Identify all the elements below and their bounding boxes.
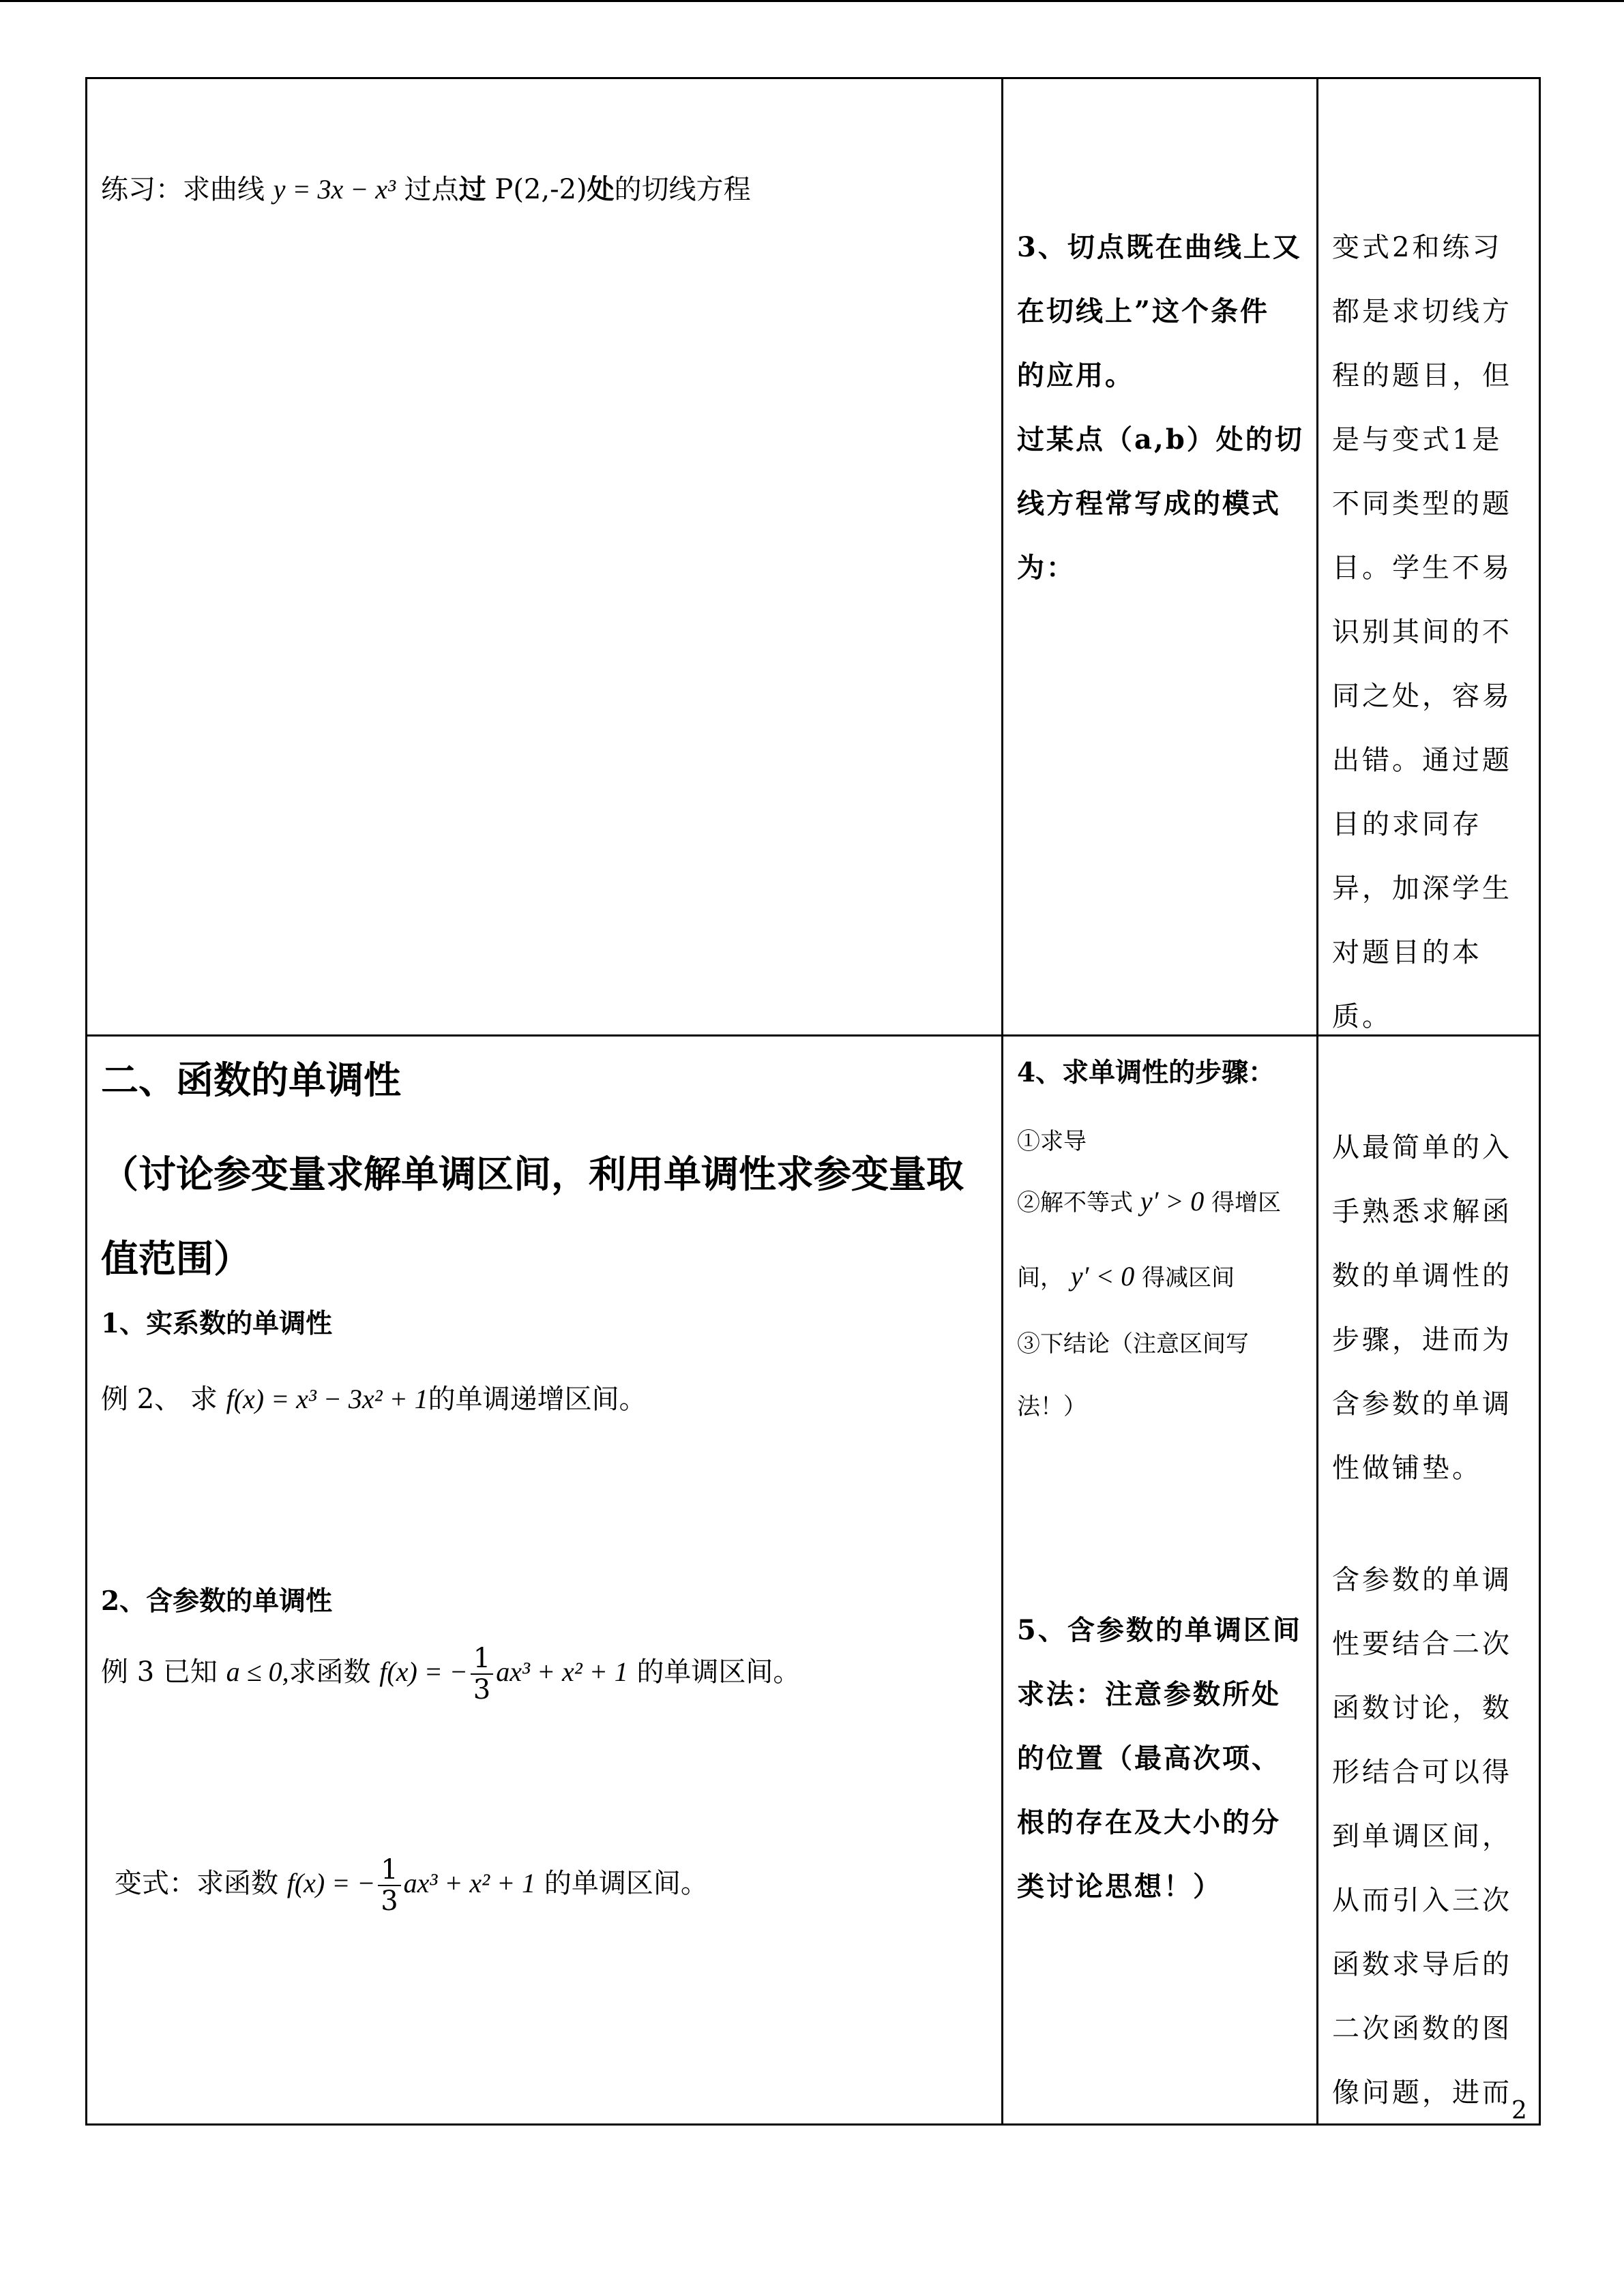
content-cell bbox=[87, 78, 1003, 1036]
step-1: ①求导 bbox=[1017, 1128, 1087, 1155]
method-line: 根的存在及大小的分 bbox=[1017, 1806, 1281, 1838]
method-line: 的应用。 bbox=[1017, 359, 1134, 391]
method-line: 在切线上”这个条件 bbox=[1017, 295, 1270, 327]
method-line: 3、切点既在曲线上又 bbox=[1017, 231, 1302, 263]
method-line: 过某点（a,b）处的切 bbox=[1017, 423, 1304, 456]
variant-suffix: 的单调区间。 bbox=[544, 1868, 708, 1899]
method-line: 求法：注意参数所处 bbox=[1017, 1678, 1281, 1710]
design-note: 含参数的单调性要结合二次函数讨论，数形结合可以得到单调区间，从而引入三次函数求导后的二次函数的图像问题，进而 bbox=[1332, 1564, 1512, 2108]
subsection-real: 1、实系数的单调性 bbox=[101, 1308, 333, 1339]
steps-title: 4、求单调性的步骤： bbox=[1017, 1057, 1275, 1088]
method-line: 类讨论思想！） bbox=[1017, 1870, 1222, 1903]
inequality-formula: y′ < 0 bbox=[1070, 1261, 1135, 1292]
formula-rhs: ax³ + x² + 1 bbox=[496, 1656, 628, 1687]
example-mid: 求函数 bbox=[289, 1656, 371, 1688]
example-3 bbox=[101, 1643, 800, 1705]
note-cell bbox=[1318, 1036, 1540, 2125]
denominator: 3 bbox=[473, 1674, 491, 1705]
method-line: 线方程常写成的模式 bbox=[1017, 488, 1281, 520]
method-cell bbox=[1003, 1036, 1318, 2125]
note-cell bbox=[1318, 78, 1540, 1036]
practice-bold-where: 处 bbox=[587, 173, 615, 205]
table-row bbox=[87, 1036, 1540, 2125]
subsection-param: 2、含参数的单调性 bbox=[101, 1585, 333, 1617]
practice-middle: 过点 bbox=[404, 174, 459, 205]
method-cell bbox=[1003, 78, 1318, 1036]
step-2b-post: 得减区间 bbox=[1142, 1264, 1235, 1292]
table-row bbox=[87, 78, 1540, 1036]
practice-point: P(2,-2) bbox=[494, 174, 587, 205]
numerator: 1 bbox=[378, 1855, 400, 1886]
practice-prefix: 练习：求曲线 bbox=[101, 174, 265, 205]
step-2b-pre: 间， bbox=[1017, 1264, 1063, 1292]
denominator: 3 bbox=[381, 1885, 398, 1917]
lesson-table bbox=[85, 77, 1541, 2126]
example-2-formula: f(x) = x³ − 3x² + 1 bbox=[226, 1384, 428, 1414]
example-condition: 已知 bbox=[162, 1656, 218, 1688]
top-border-line bbox=[0, 0, 1624, 2]
design-note: 从最简单的入手熟悉求解函数的单调性的步骤，进而为含参数的单调性做铺垫。 bbox=[1332, 1132, 1512, 1484]
design-note: 变式2和练习都是求切线方程的题目，但是与变式1是不同类型的题目。学生不易识别其间的不同之处，容易出错。通过题目的求同存异，加深学生对题目的本质。 bbox=[1332, 232, 1512, 1032]
practice-formula: y = 3x − x³ bbox=[273, 174, 396, 205]
content-cell bbox=[87, 1036, 1003, 2125]
formula-rhs: ax³ + x² + 1 bbox=[403, 1868, 536, 1898]
section-title: 二、函数的单调性 bbox=[101, 1058, 402, 1102]
step-2-pre: ②解不等式 bbox=[1017, 1189, 1133, 1217]
example-suffix: 的单调区间。 bbox=[636, 1656, 801, 1688]
step-2b bbox=[1017, 1259, 1235, 1292]
method-line: 的位置（最高次项、 bbox=[1017, 1742, 1281, 1774]
practice-suffix: 的切线方程 bbox=[614, 174, 751, 205]
step-2 bbox=[1017, 1184, 1281, 1217]
condition-formula: a ≤ 0, bbox=[226, 1656, 289, 1687]
practice-question bbox=[101, 168, 751, 207]
variant bbox=[115, 1855, 708, 1916]
step-3-cont: 法！） bbox=[1017, 1393, 1087, 1420]
param-method-text bbox=[1017, 1598, 1310, 1919]
example-verb: 求 bbox=[190, 1384, 218, 1415]
example-2 bbox=[101, 1377, 647, 1416]
example-label: 例 3 bbox=[101, 1656, 155, 1688]
fraction bbox=[471, 1643, 493, 1705]
method-text bbox=[1017, 215, 1310, 600]
formula-lhs: f(x) = − bbox=[379, 1656, 468, 1687]
formula-lhs: f(x) = − bbox=[286, 1868, 376, 1898]
page-number: 2 bbox=[1511, 2097, 1527, 2125]
example-suffix: 的单调递增区间。 bbox=[428, 1384, 647, 1415]
variant-label: 变式：求函数 bbox=[115, 1868, 278, 1899]
numerator: 1 bbox=[471, 1643, 493, 1675]
step-2-post: 得增区 bbox=[1211, 1189, 1282, 1217]
inequality-formula: y′ > 0 bbox=[1140, 1186, 1205, 1217]
example-label: 例 2、 bbox=[101, 1384, 182, 1415]
method-line: 5、含参数的单调区间 bbox=[1017, 1614, 1302, 1646]
method-line: 为： bbox=[1017, 552, 1076, 584]
step-3: ③下结论（注意区间写 bbox=[1017, 1330, 1249, 1358]
practice-bold-over: 过 bbox=[458, 173, 486, 205]
section-subtitle: （讨论参变量求解单调区间，利用单调性求参变量取值范围） bbox=[101, 1152, 964, 1281]
fraction bbox=[378, 1855, 400, 1916]
